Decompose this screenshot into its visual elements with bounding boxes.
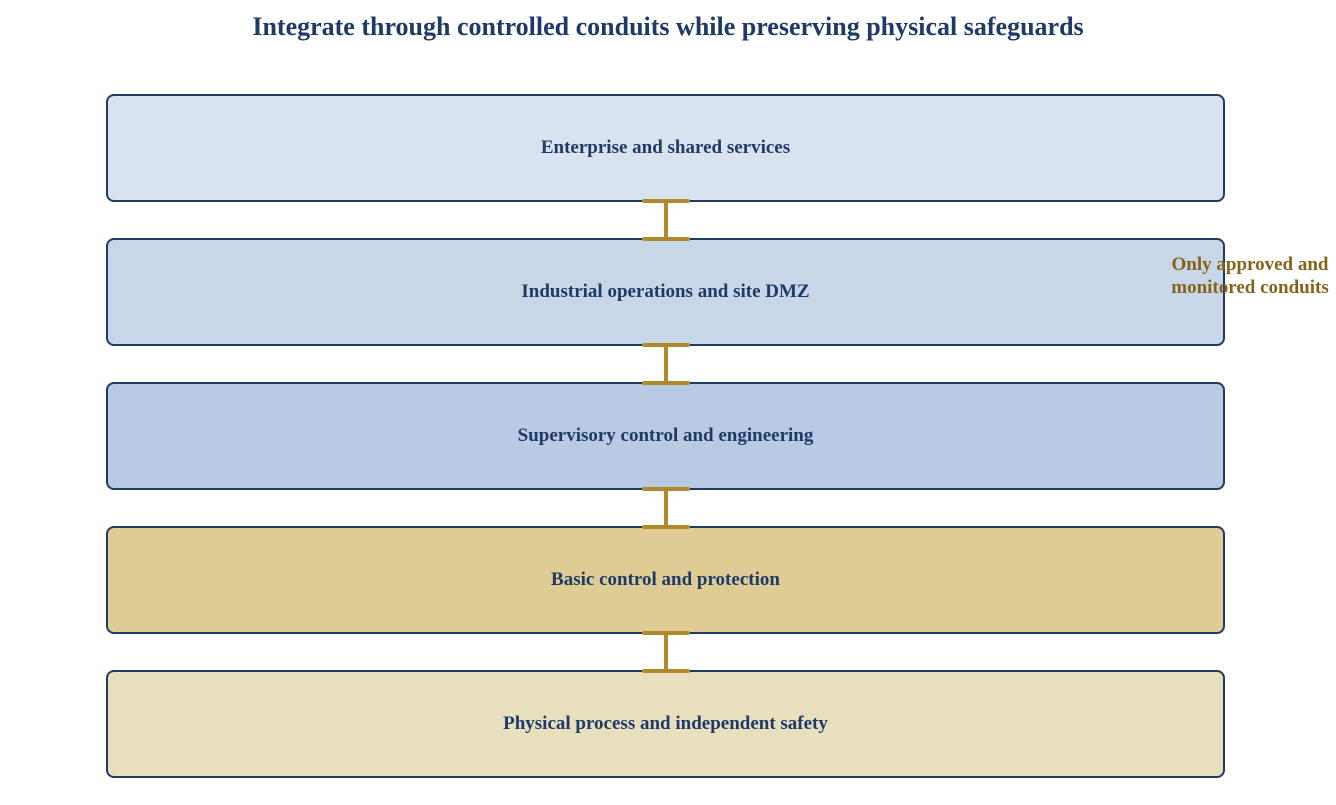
layer-label-supervisory: Supervisory control and engineering [517,425,814,446]
layer-label-basic-control: Basic control and protection [551,569,780,590]
diagram-title: Integrate through controlled conduits while preserving physical safeguards [252,12,1084,41]
layer-supervisory [106,382,1225,490]
conduit-note: Only approved and monitored conduits [1171,254,1329,298]
conduit-connector [640,486,692,530]
conduit-connector [640,198,692,242]
layer-label-physical-process: Physical process and independent safety [503,713,828,734]
layer-physical-process [106,670,1225,778]
layer-enterprise [106,94,1225,202]
conduit-connector [640,342,692,386]
layer-label-enterprise: Enterprise and shared services [540,137,791,158]
layer-label-industrial-dmz: Industrial operations and site DMZ [521,281,810,302]
layer-basic-control [106,526,1225,634]
layer-industrial-dmz [106,238,1225,346]
conduit-connector [640,630,692,674]
